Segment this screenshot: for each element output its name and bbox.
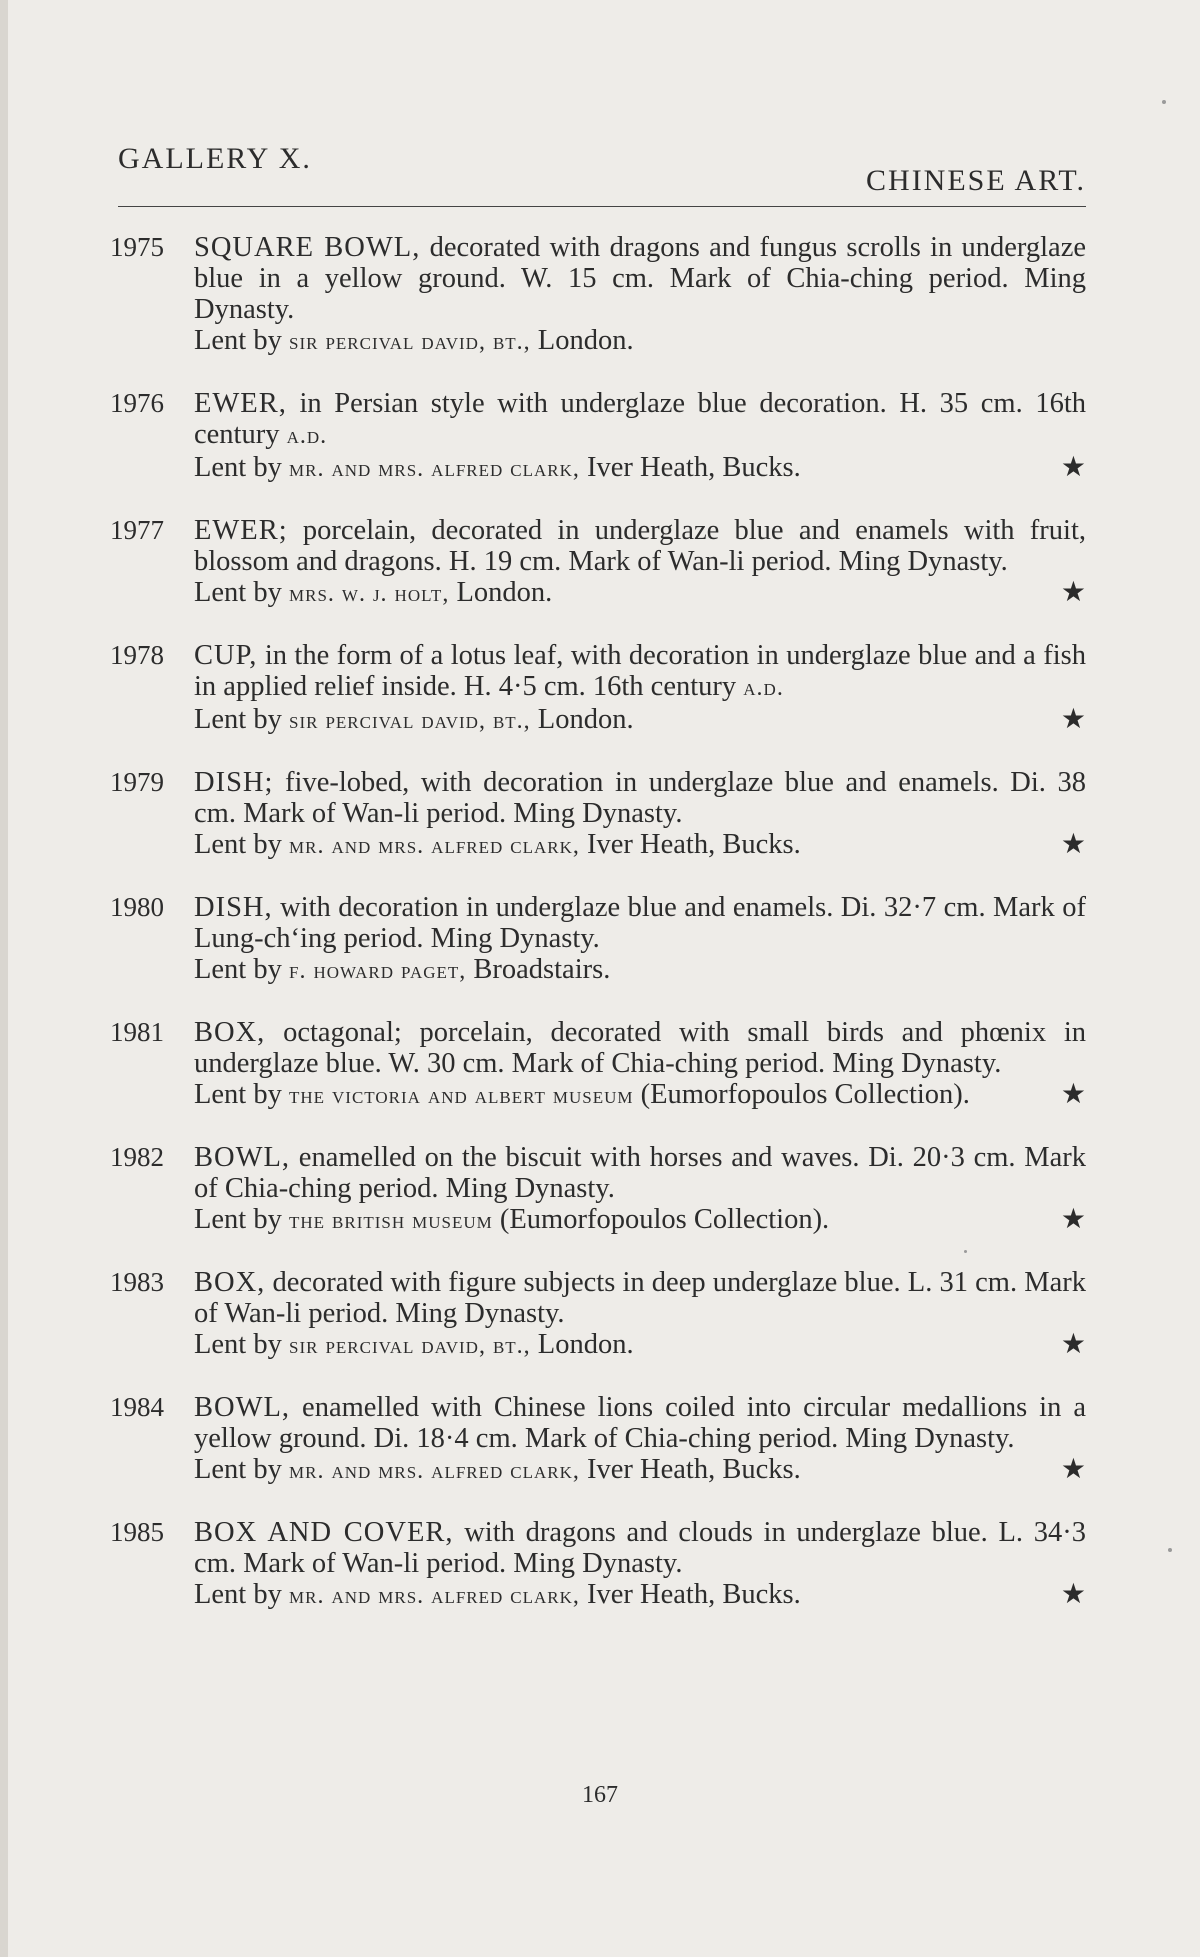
entry-text: in Persian style with underglaze blue decoration. H. 35 cm. 16th century bbox=[194, 388, 1087, 450]
entry-text: enamelled on the biscuit with horses and waves. Di. 20·3 cm. Mark of Chia-ching period. Ming Dynasty. bbox=[194, 1142, 1087, 1204]
entry-number: 1984 bbox=[110, 1392, 164, 1422]
gallery-heading: GALLERY X. bbox=[118, 142, 312, 175]
entry-description bbox=[194, 1517, 1086, 1612]
entry-number: 1977 bbox=[110, 515, 164, 545]
lender-name: the british museum bbox=[288, 1208, 493, 1234]
lender-line bbox=[194, 452, 1086, 485]
entry-number: 1979 bbox=[110, 767, 164, 797]
entry-text: porcelain, decorated in underglaze blue and enamels with fruit, blossom and dragons. H. 19 cm. Mark of Wan-li period. Ming Dynasty. bbox=[194, 515, 1087, 577]
lender-name: sir percival david, bt., bbox=[288, 1333, 531, 1359]
entry-text: with decoration in underglaze blue and enamels. Di. 32·7 cm. Mark of Lung-ch‘ing period. Ming Dynasty. bbox=[194, 892, 1087, 954]
entry-title: SQUARE BOWL, bbox=[194, 232, 421, 263]
lender-location: Iver Heath, Bucks. bbox=[587, 1579, 801, 1610]
entry-description bbox=[194, 1392, 1086, 1487]
lender-line bbox=[194, 829, 1086, 862]
paper-speck bbox=[1162, 100, 1166, 104]
star-icon: ★ bbox=[1060, 704, 1086, 735]
entry-number: 1975 bbox=[110, 232, 164, 262]
lender-location: London. bbox=[537, 704, 634, 735]
lender-name: mrs. w. j. holt, bbox=[288, 581, 450, 607]
lender-name: the victoria and albert museum bbox=[288, 1083, 634, 1109]
catalogue-entry bbox=[110, 1142, 1086, 1237]
lender-location: Iver Heath, Bucks. bbox=[587, 829, 801, 860]
lender-line bbox=[194, 1329, 1086, 1362]
entry-number: 1981 bbox=[110, 1017, 164, 1047]
lender-name: mr. and mrs. alfred clark, bbox=[288, 833, 580, 859]
entry-title: EWER; bbox=[194, 515, 288, 546]
entry-title: BOWL, bbox=[194, 1392, 291, 1423]
entry-number: 1982 bbox=[110, 1142, 164, 1172]
entry-number: 1980 bbox=[110, 892, 164, 922]
star-icon: ★ bbox=[1060, 577, 1086, 608]
entry-title: EWER, bbox=[194, 388, 287, 419]
lender-location: London. bbox=[456, 577, 553, 608]
entry-number: 1978 bbox=[110, 640, 164, 670]
entry-number: 1976 bbox=[110, 388, 164, 418]
catalogue-entry bbox=[110, 515, 1086, 610]
page-edge-shadow bbox=[0, 0, 8, 1957]
entry-description bbox=[194, 640, 1086, 737]
lent-by-label: Lent by bbox=[194, 704, 282, 735]
entry-text: enamelled with Chinese lions coiled into circular medallions in a yellow ground. Di. 18·4 cm. Mark of Chia-ching period. Ming Dynasty. bbox=[194, 1392, 1087, 1454]
entry-text: decorated with figure subjects in deep underglaze blue. L. 31 cm. Mark of Wan-li period. Ming Dynasty. bbox=[194, 1267, 1087, 1329]
catalogue-entry bbox=[110, 767, 1086, 862]
star-icon: ★ bbox=[1060, 1329, 1086, 1360]
entry-text: with dragons and clouds in underglaze blue. L. 34·3 cm. Mark of Wan-li period. Ming Dynasty. bbox=[194, 1517, 1087, 1579]
entry-description bbox=[194, 892, 1086, 987]
paper-speck bbox=[1168, 1548, 1172, 1552]
lender-line bbox=[194, 1079, 1086, 1112]
lender-name: f. howard paget, bbox=[288, 958, 467, 984]
entry-text: in the form of a lotus leaf, with decoration in underglaze blue and a fish in applied relief inside. H. 4·5 cm. 16th century bbox=[194, 640, 1086, 702]
lender-line bbox=[194, 1204, 1086, 1237]
page-number: 167 bbox=[582, 1782, 618, 1808]
lender-location: (Eumorfopoulos Collection). bbox=[640, 1079, 970, 1110]
catalogue-entries bbox=[110, 232, 1086, 1642]
lender-name: mr. and mrs. alfred clark, bbox=[288, 456, 580, 482]
lent-by-label: Lent by bbox=[194, 1579, 282, 1610]
entry-number: 1983 bbox=[110, 1267, 164, 1297]
lender-location: Iver Heath, Bucks. bbox=[587, 452, 801, 483]
catalogue-entry bbox=[110, 1392, 1086, 1487]
catalogue-entry bbox=[110, 1017, 1086, 1112]
era-abbreviation: a.d. bbox=[286, 423, 328, 449]
entry-title: BOX, bbox=[194, 1267, 266, 1298]
star-icon: ★ bbox=[1060, 1579, 1086, 1610]
lender-location: London. bbox=[537, 1329, 634, 1360]
entry-description bbox=[194, 767, 1086, 862]
entry-number: 1985 bbox=[110, 1517, 164, 1547]
entry-description bbox=[194, 1142, 1086, 1237]
entry-title: BOX AND COVER, bbox=[194, 1517, 454, 1548]
lent-by-label: Lent by bbox=[194, 829, 282, 860]
lent-by-label: Lent by bbox=[194, 1329, 282, 1360]
lent-by-label: Lent by bbox=[194, 954, 282, 985]
lent-by-label: Lent by bbox=[194, 452, 282, 483]
catalogue-entry bbox=[110, 388, 1086, 485]
lent-by-label: Lent by bbox=[194, 325, 282, 356]
entry-description bbox=[194, 388, 1086, 485]
entry-description bbox=[194, 1017, 1086, 1112]
lender-line bbox=[194, 1454, 1086, 1487]
lent-by-label: Lent by bbox=[194, 1204, 282, 1235]
lender-name: sir percival david, bt., bbox=[288, 708, 531, 734]
entry-title: BOX, bbox=[194, 1017, 266, 1048]
entry-description bbox=[194, 1267, 1086, 1362]
entry-title: DISH, bbox=[194, 892, 273, 923]
lender-name: mr. and mrs. alfred clark, bbox=[288, 1458, 580, 1484]
lender-name: sir percival david, bt., bbox=[288, 329, 531, 355]
lent-by-label: Lent by bbox=[194, 1079, 282, 1110]
star-icon: ★ bbox=[1060, 829, 1086, 860]
entry-text: octagonal; porcelain, decorated with small birds and phœnix in underglaze blue. W. 30 cm. Mark of Chia-ching period. Ming Dynasty. bbox=[194, 1017, 1087, 1079]
catalogue-entry bbox=[110, 1267, 1086, 1362]
running-header bbox=[118, 142, 1086, 202]
lender-line bbox=[194, 954, 1086, 987]
entry-text: decorated with dragons and fungus scrolls in underglaze blue in a yellow ground. W. 15 cm. Mark of Chia-ching period. Ming Dynasty. bbox=[194, 232, 1087, 325]
entry-description bbox=[194, 515, 1086, 610]
header-rule bbox=[118, 206, 1086, 207]
star-icon: ★ bbox=[1060, 452, 1086, 483]
lender-line bbox=[194, 1579, 1086, 1612]
entry-title: DISH; bbox=[194, 767, 274, 798]
entry-text: five-lobed, with decoration in underglaze blue and enamels. Di. 38 cm. Mark of Wan-li period. Ming Dynasty. bbox=[194, 767, 1086, 829]
star-icon: ★ bbox=[1060, 1079, 1086, 1110]
catalogue-entry bbox=[110, 1517, 1086, 1612]
catalogue-entry bbox=[110, 892, 1086, 987]
lender-location: Broadstairs. bbox=[473, 954, 611, 985]
entry-title: BOWL, bbox=[194, 1142, 291, 1173]
star-icon: ★ bbox=[1060, 1454, 1086, 1485]
catalogue-entry bbox=[110, 232, 1086, 358]
lender-line bbox=[194, 704, 1086, 737]
entry-title: CUP, bbox=[194, 640, 258, 671]
lent-by-label: Lent by bbox=[194, 577, 282, 608]
lent-by-label: Lent by bbox=[194, 1454, 282, 1485]
lender-location: Iver Heath, Bucks. bbox=[587, 1454, 801, 1485]
section-heading: CHINESE ART. bbox=[866, 164, 1086, 197]
star-icon: ★ bbox=[1060, 1204, 1086, 1235]
era-abbreviation: a.d. bbox=[743, 675, 784, 701]
lender-line bbox=[194, 577, 1086, 610]
lender-line bbox=[194, 325, 1086, 358]
lender-location: (Eumorfopoulos Collection). bbox=[499, 1204, 830, 1235]
lender-location: London. bbox=[537, 325, 634, 356]
lender-name: mr. and mrs. alfred clark, bbox=[288, 1583, 580, 1609]
catalogue-entry bbox=[110, 640, 1086, 737]
entry-description bbox=[194, 232, 1086, 358]
paper-speck bbox=[964, 1250, 967, 1253]
